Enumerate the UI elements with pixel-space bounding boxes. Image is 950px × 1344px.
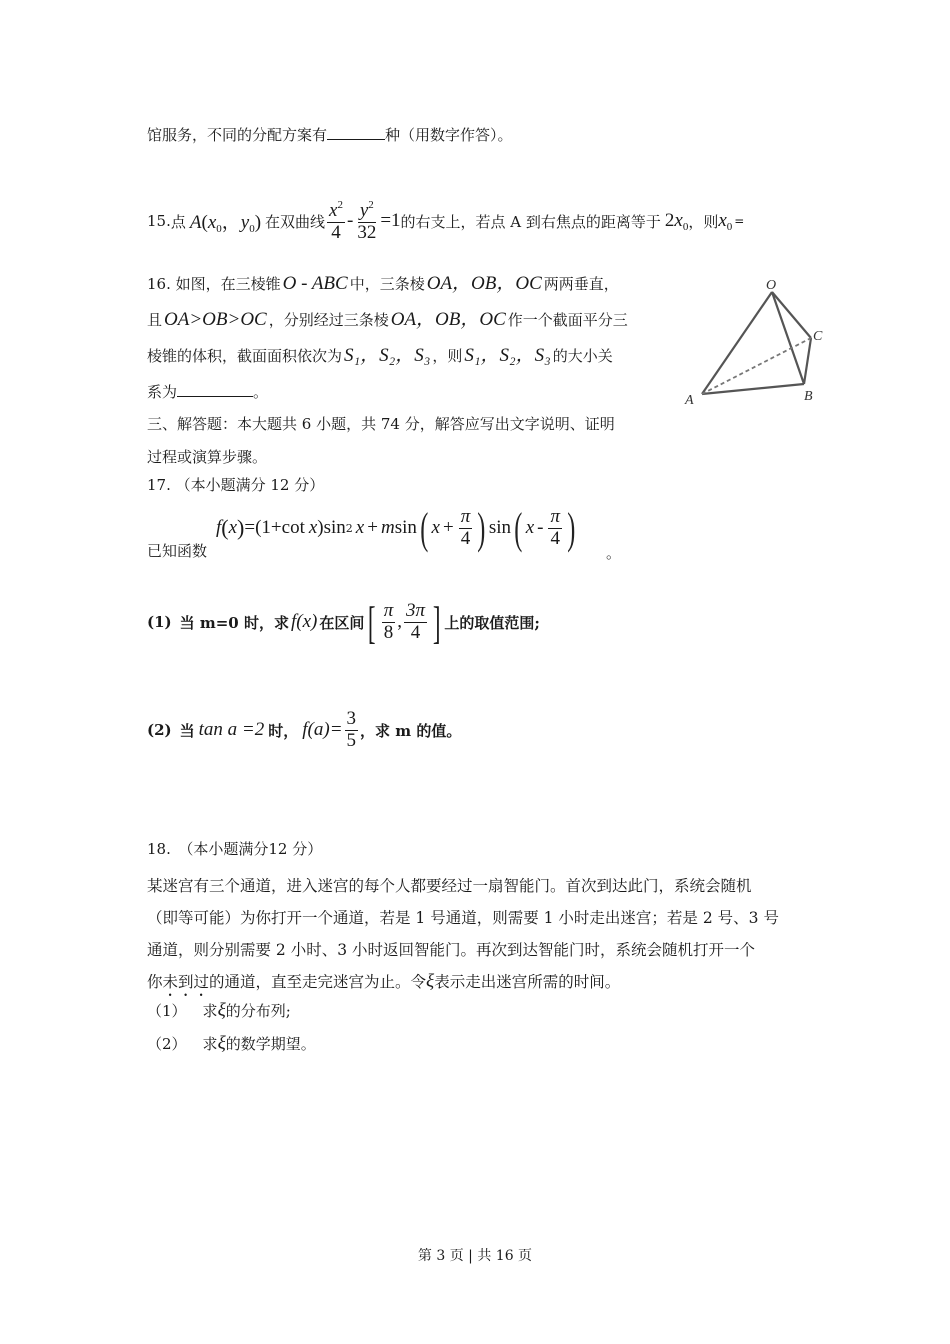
q15-hyperbola-word: 在双曲线 [265, 212, 326, 231]
q17-fa: f(a)= [302, 719, 343, 740]
page-footer: 第 3 页 | 共 16 页 [417, 1248, 533, 1264]
q17-part-2: (2) 当 tan a =2 时， f(a)= $\frac{3}{5}$ ，求 m 的值。 [147, 707, 462, 751]
label-C: C [813, 329, 823, 344]
q18-body [147, 870, 779, 1000]
q16-line-4: 系为 。 [147, 383, 269, 401]
q17-tan: tan a =2 [198, 719, 265, 740]
q17-function: f ( x ) =(1+cot x )sin 2 x + m sin ( x + $\frac{\pi}{4}$ ) sin ( x - $\frac{\pi}{4}$ ) [216, 503, 576, 553]
q16-inequality: OA>OB>OC [164, 309, 267, 330]
q16-areas-2: S₁，S₂，S₃ [464, 345, 551, 366]
q16-pyramid: O - ABC [282, 273, 348, 294]
question-15 [147, 196, 744, 246]
q15-frac-x2-4: $\frac{x^2}{4}$ [329, 198, 343, 243]
q16-line-2: 且 OA>OB>OC ，分别经过三条棱 OA，OB，OC 作一个截面平分三 [147, 309, 628, 330]
q18-header: 18. （本小题满分12 分） [147, 840, 323, 858]
q16-edges: OA，OB，OC [426, 273, 542, 294]
q17-fx: f(x) [290, 611, 318, 632]
q18-sub-2: （2） 求ξ的数学期望。 [147, 1033, 316, 1054]
xi-symbol-1: ξ [217, 1000, 226, 1021]
pyramid-figure [680, 272, 830, 410]
q15-equals-1: =1 [380, 210, 401, 231]
section-3-line-2: 过程或演算步骤。 [147, 448, 268, 466]
q14-text: 馆服务，不同的分配方案有 [147, 126, 328, 144]
q15-then: ，则 [688, 212, 719, 231]
question-16 [147, 266, 628, 410]
edge-OA [702, 292, 772, 394]
q15-x0: $x_0$ [718, 209, 733, 233]
q17-frac-pi-4-b: $\frac{\pi}{4}$ [550, 505, 561, 549]
q15-frac-y2-32: $\frac{y^2}{32}$ [357, 198, 377, 243]
q17-frac-3-5: $\frac{3}{5}$ [346, 707, 357, 751]
q18-sub-1: （1） 求ξ的分布列; [147, 1000, 291, 1021]
q16-edges-2: OA，OB，OC [390, 309, 506, 330]
q17-header: 17. （本小题满分 12 分） [147, 476, 325, 494]
q14-tail-line [147, 124, 513, 145]
q15-minus: - [346, 210, 354, 231]
q15-number: 15. [147, 212, 171, 230]
edge-OC [772, 292, 811, 338]
section-3-line-1: 三、解答题：本大题共 6 小题，共 74 分，解答应写出文字说明、证明 [147, 415, 615, 433]
q16-answer-blank [177, 396, 253, 397]
q14-text-after: 种（用数字作答）。 [385, 126, 513, 144]
q17-part-1: (1) 当 m=0 时，求 f(x) 在区间 [ $\frac{\pi}{8}$ , $\frac{3\pi}{4}$ ] 上的取值范围; [147, 596, 540, 648]
q18-line-2: （即等可能）为你打开一个通道，若是 1 号通道，则需要 1 小时走出迷宫；若是 2 号、3 号 [147, 909, 779, 927]
q16-line-1: 16. 如图，在三棱锥 O - ABC 中，三条棱 OA，OB，OC 两两垂直， [147, 273, 619, 294]
edge-OB [772, 292, 804, 384]
q18-line-4: 你未到过的通道，直至走完迷宫为止。令ξ表示走出迷宫所需的时间。 [147, 971, 621, 992]
q17-frac-pi-8: $\frac{\pi}{8}$ [383, 599, 394, 643]
q17-frac-pi-4-a: $\frac{\pi}{4}$ [460, 505, 471, 549]
label-O: O [766, 278, 777, 293]
q16-line-3: 棱锥的体积，截面面积依次为 S₁，S₂，S₃ ，则 S₁，S₂，S₃ 的大小关 [147, 345, 613, 366]
section-3-heading [147, 408, 615, 474]
q15-point-A: $A(x_0$，$y_0$) [189, 212, 262, 235]
q17-period: 。 [606, 544, 622, 562]
q15-text-mid: 的右支上，若点 A 到右焦点的距离等于 [400, 212, 661, 231]
q18-line-3: 通道，则分别需要 2 小时、3 小时返回智能门。再次到达智能门时，系统会随机打开一个 [147, 941, 756, 959]
label-B: B [804, 389, 813, 404]
edge-BC [804, 338, 811, 384]
xi-symbol-2: ξ [217, 1033, 226, 1054]
q15-point-word: 点 [170, 212, 186, 231]
q17-known-label: 已知函数 [147, 542, 208, 560]
q15-equals: = [734, 214, 745, 228]
q18-line-1: 某迷宫有三个通道，进入迷宫的每个人都要经过一扇智能门。首次到达此门，系统会随机 [147, 877, 752, 895]
q18-emphasis: 未到过 [162, 973, 210, 991]
q17-frac-3pi-4: $\frac{3\pi}{4}$ [405, 599, 425, 643]
q16-areas: S₁，S₂，S₃ [344, 345, 431, 366]
xi-symbol: ξ [426, 971, 435, 992]
q15-2x0: $2x_0$ [664, 209, 689, 233]
q14-answer-blank [327, 139, 385, 140]
label-A: A [685, 393, 694, 408]
